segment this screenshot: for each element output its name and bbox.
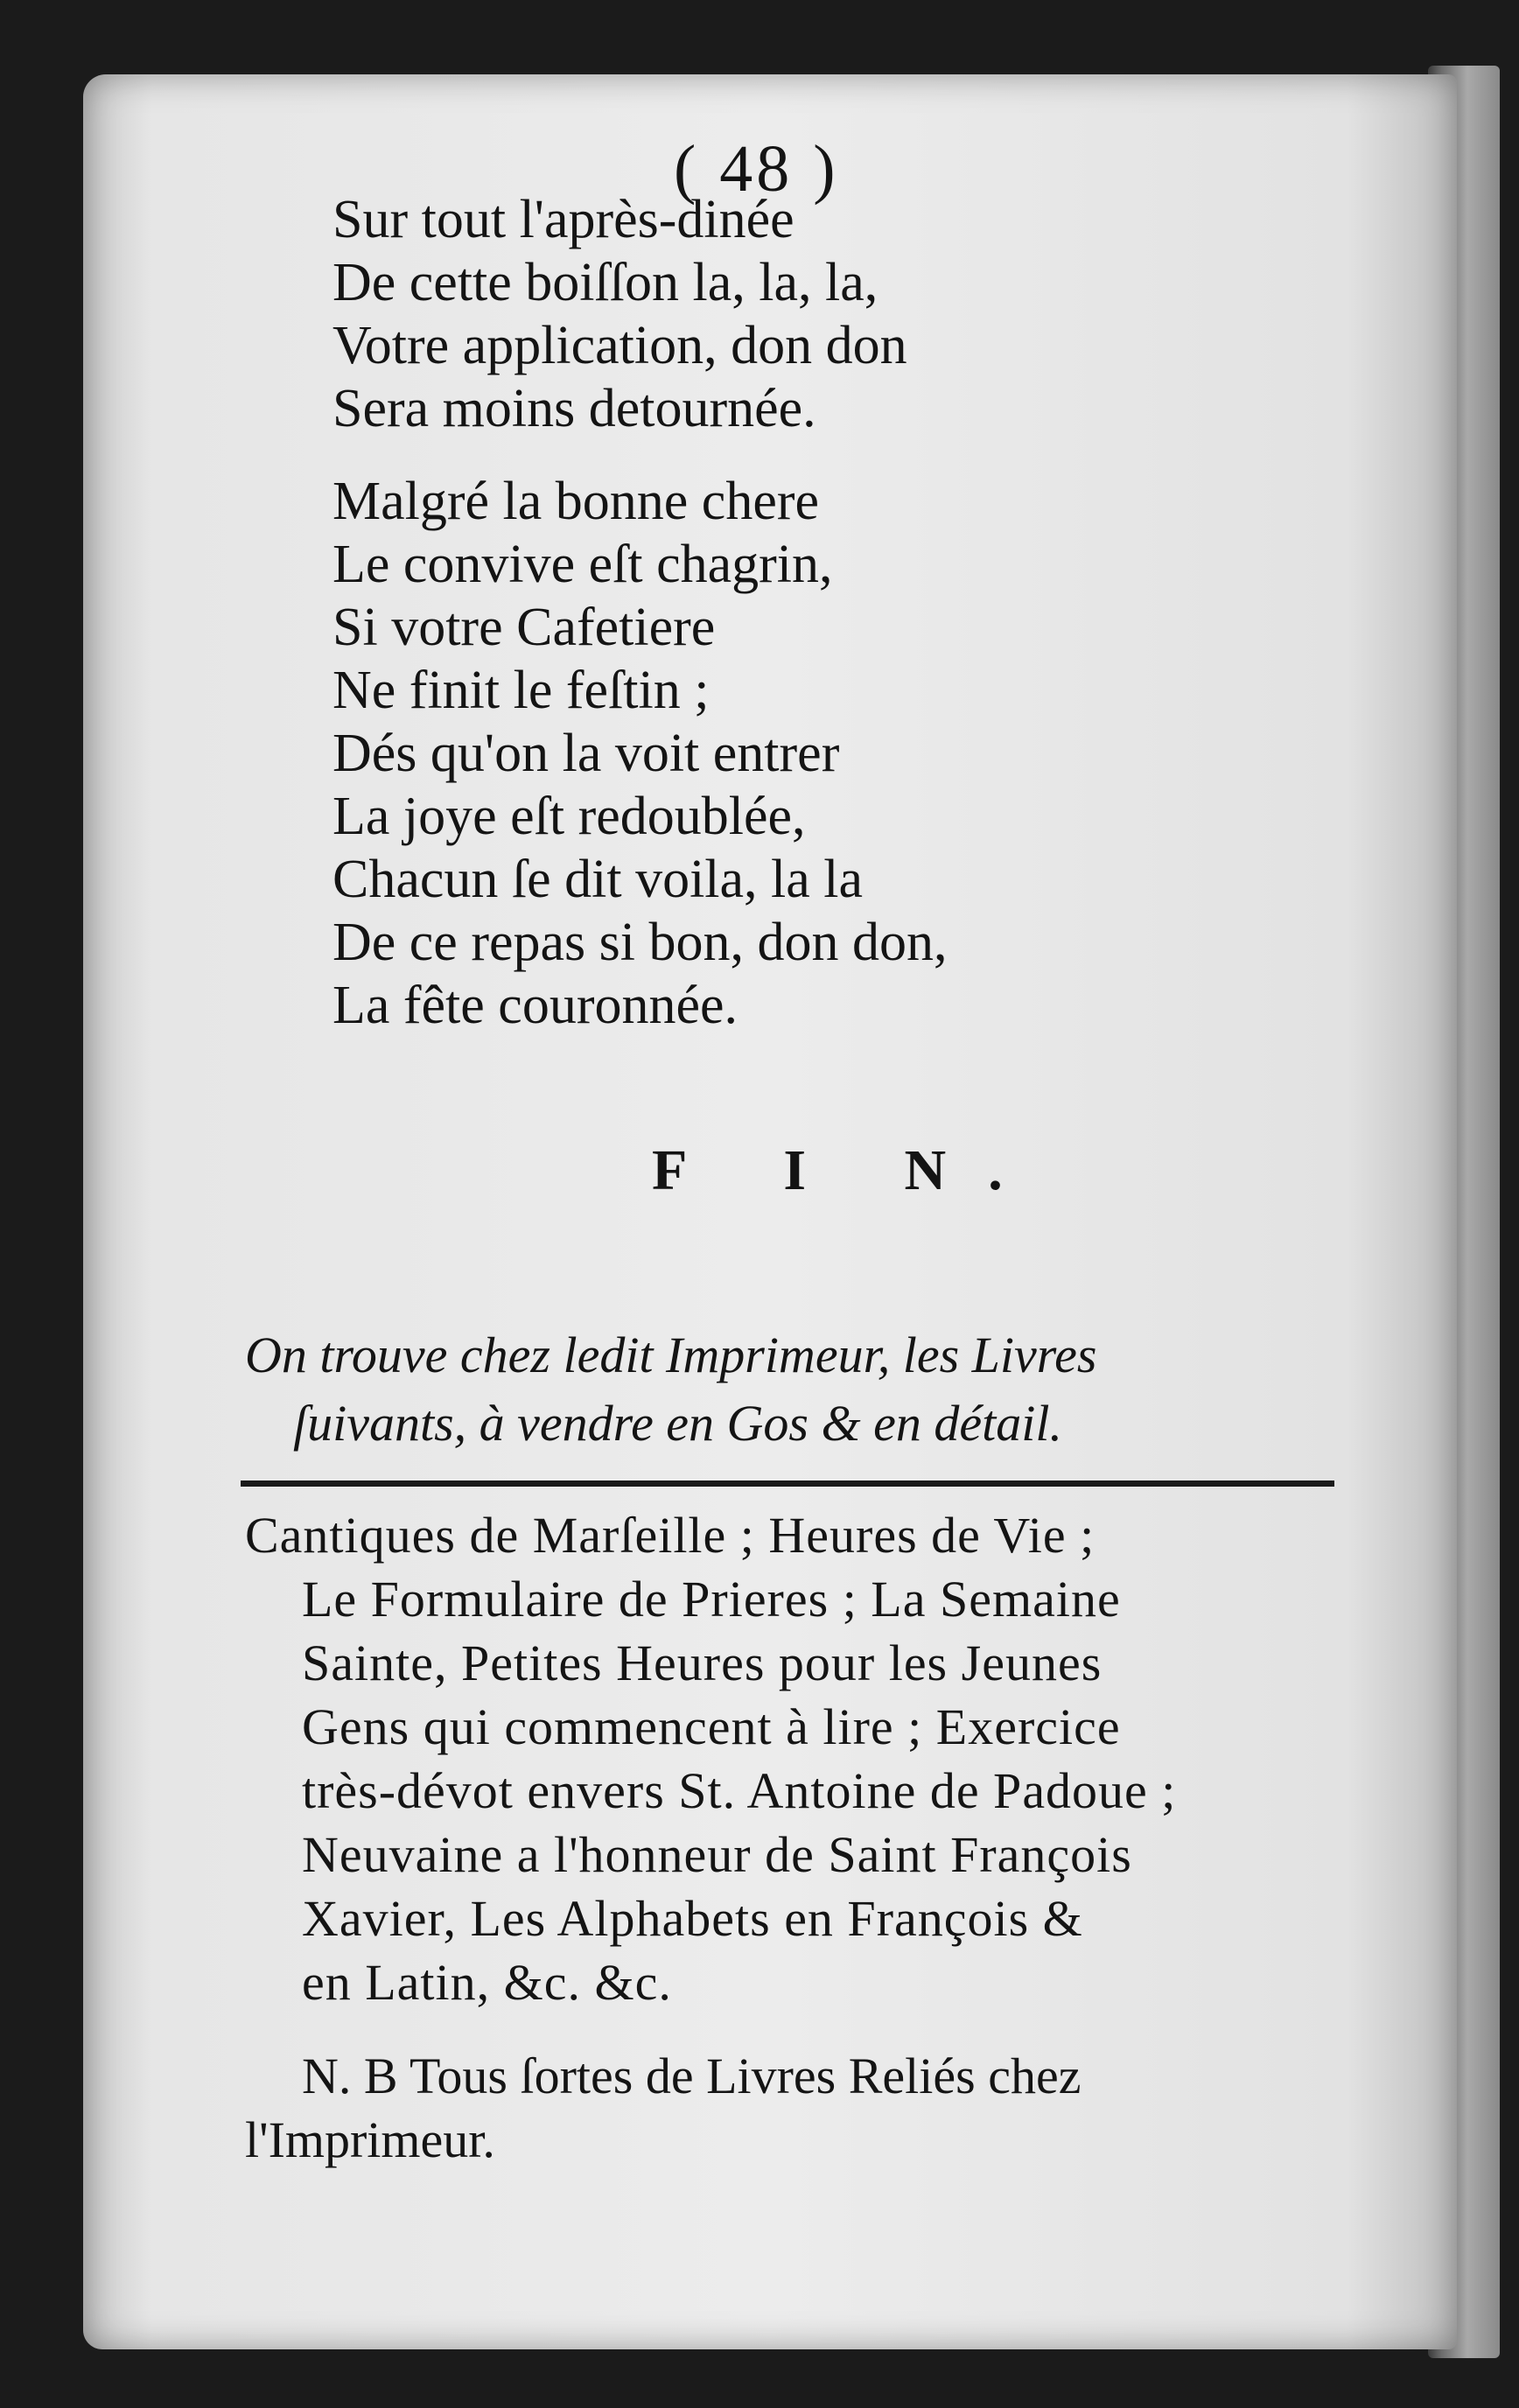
nota-bene-line-2: l'Imprimeur.	[245, 2111, 495, 2168]
notice-line-2: ſuivants, à vendre en Gos & en détail.	[293, 1395, 1062, 1452]
catalog-line: Gens qui commencent à lire ; Exercice	[302, 1698, 1121, 1755]
divider-rule	[241, 1480, 1334, 1487]
verse-line: Votre application, don don	[332, 316, 907, 375]
verse-line: Chacun ſe dit voila, la la	[332, 850, 864, 909]
nota-bene	[245, 2044, 1330, 2172]
catalog-line: Sainte, Petites Heures pour les Jeunes	[302, 1634, 1102, 1691]
stanza-1	[332, 188, 907, 440]
verse-line: Sur tout l'après-dinée	[332, 190, 794, 249]
verse-line: De ce repas si bon, don don,	[332, 913, 948, 972]
verse-line: La joye eſt redoublée,	[332, 787, 806, 846]
stanza-2	[332, 470, 948, 1037]
catalog-line: très-dévot envers St. Antoine de Padoue ;	[302, 1762, 1177, 1819]
verse-line: Sera moins detournée.	[332, 379, 816, 438]
catalog-line: Xavier, Les Alphabets en François &	[302, 1890, 1083, 1947]
verse-line: Ne finit le feſtin ;	[332, 661, 710, 720]
verse-line: Si votre Cafetiere	[332, 598, 716, 657]
publisher-notice	[245, 1321, 1334, 1458]
catalog-line: Cantiques de Marſeille ; Heures de Vie ;	[245, 1507, 1096, 1564]
catalog-line: Le Formulaire de Prieres ; La Semaine	[302, 1571, 1121, 1628]
verse-line: Le convive eſt chagrin,	[332, 535, 833, 594]
nota-bene-line-1: N. B Tous ſortes de Livres Reliés chez	[302, 2048, 1082, 2104]
notice-line-1: On trouve chez ledit Imprimeur, les Livres	[245, 1326, 1097, 1383]
verse-line: La fête couronnée.	[332, 976, 738, 1035]
book-catalog	[245, 1503, 1330, 2014]
verse-line: De cette boiſſon la, la, la,	[332, 253, 878, 312]
verse-line: Dés qu'on la voit entrer	[332, 724, 840, 783]
catalog-line: Neuvaine a l'honneur de Saint François	[302, 1826, 1132, 1883]
verse-line: Malgré la bonne chere	[332, 472, 820, 531]
catalog-line: en Latin, &c. &c.	[302, 1954, 672, 2011]
page-number: ( 48 )	[674, 132, 839, 206]
fin-heading: F I N.	[652, 1138, 1045, 1202]
